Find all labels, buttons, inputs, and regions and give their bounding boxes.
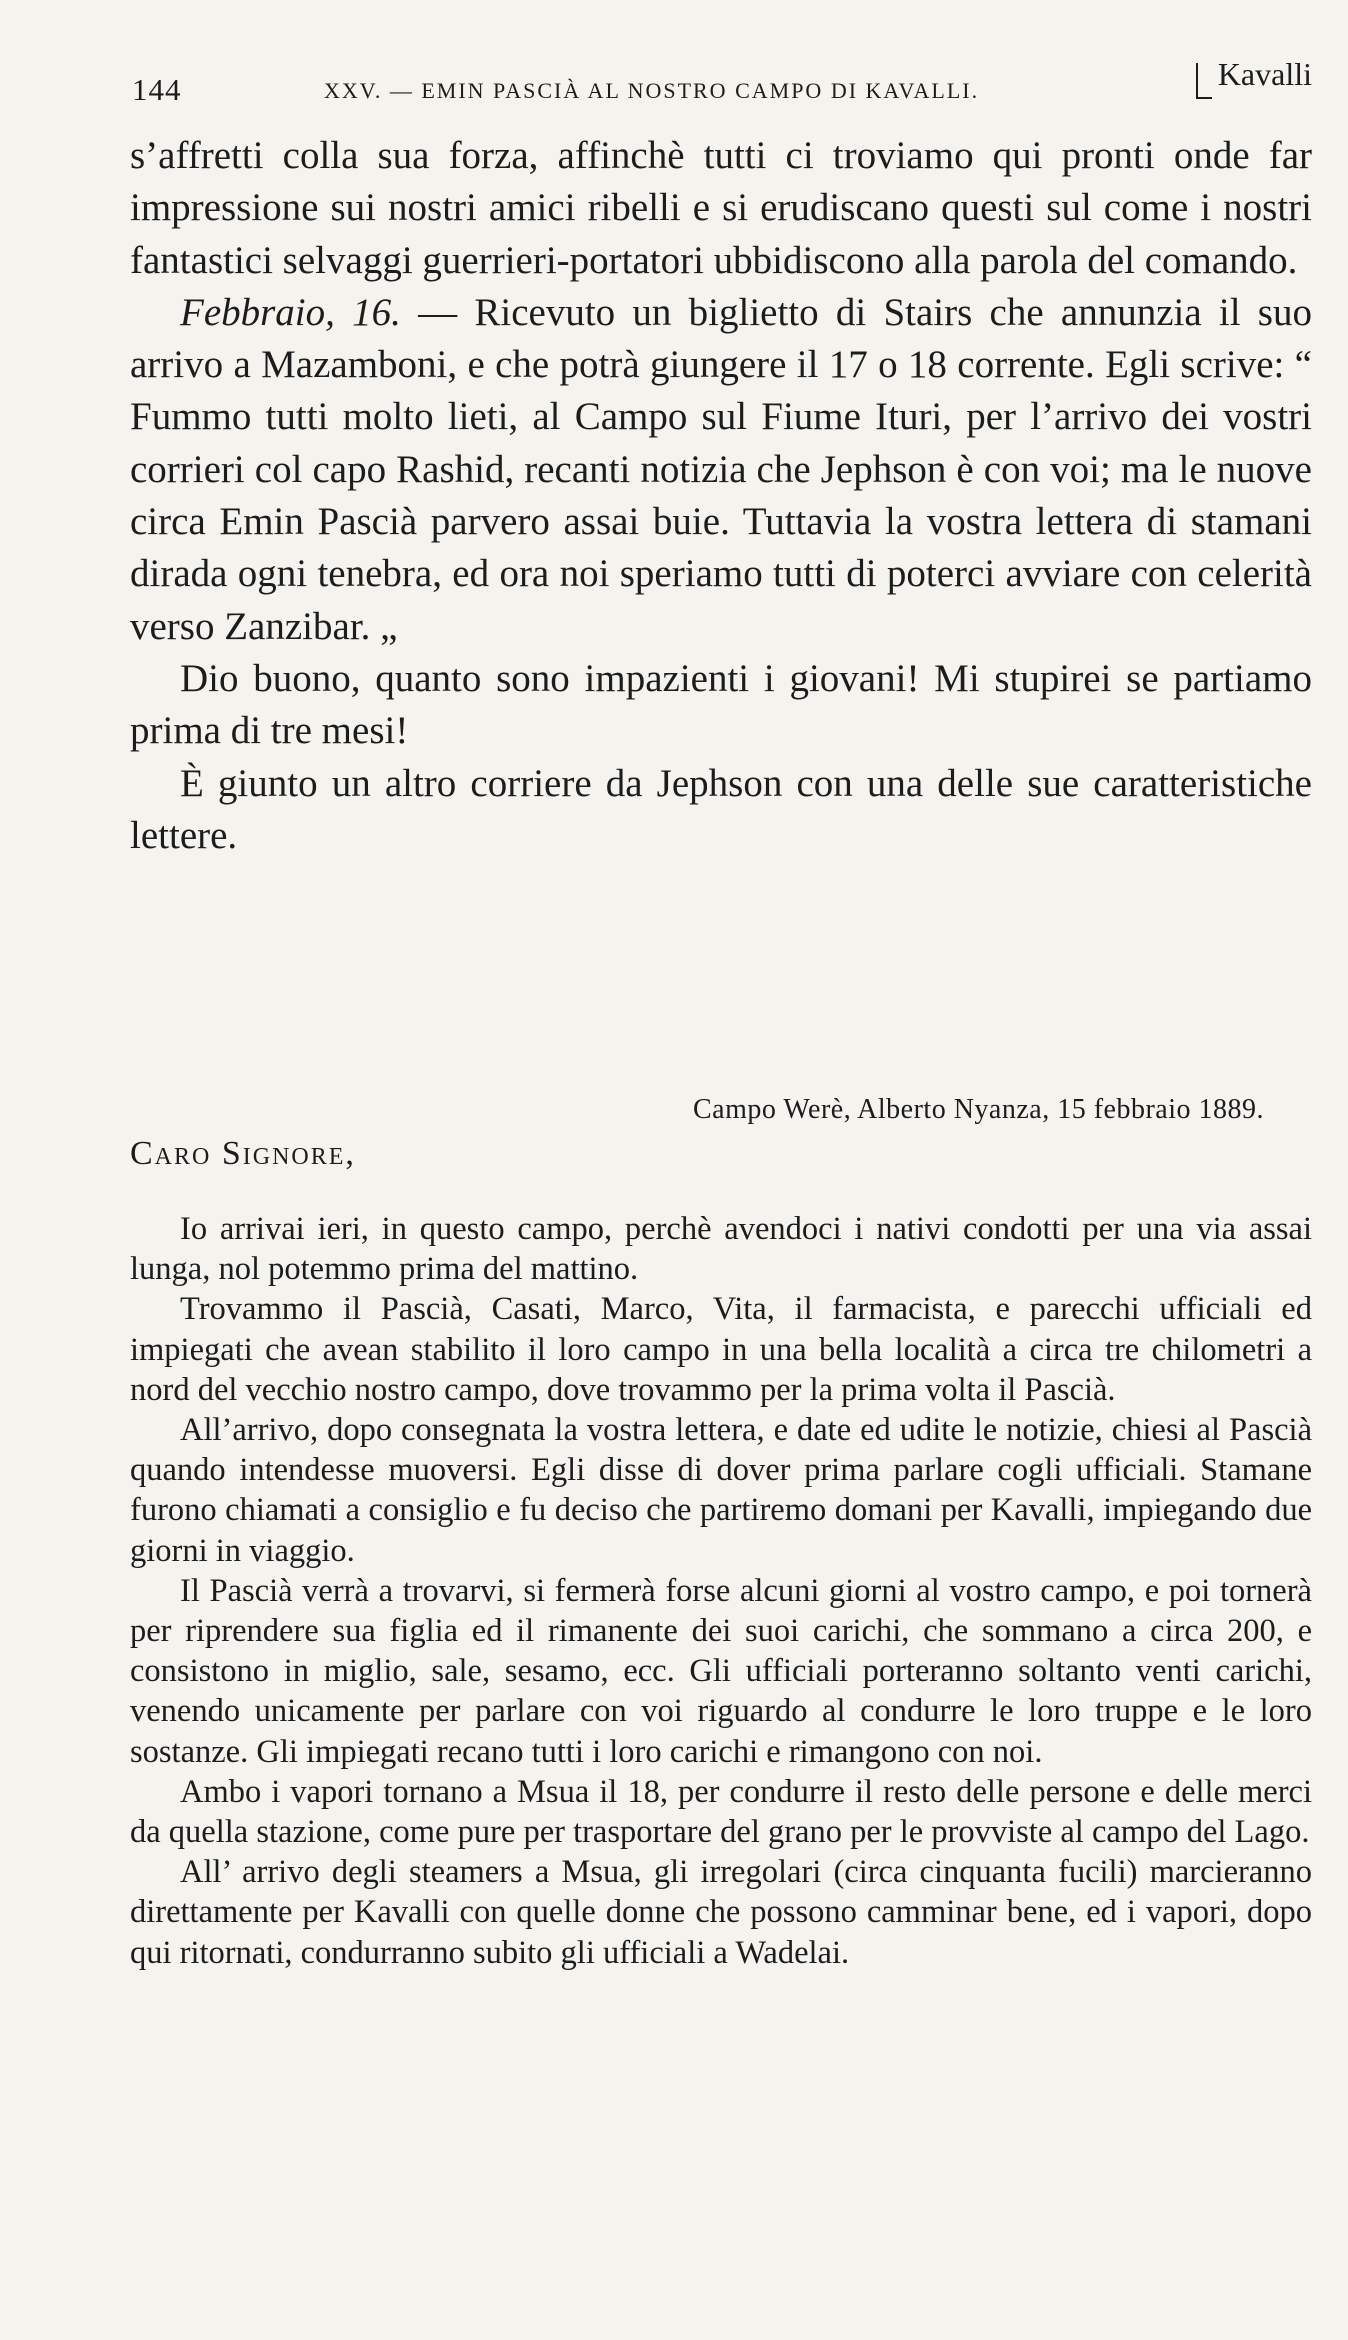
main-text xyxy=(130,130,1312,862)
paragraph: s’affretti colla sua forza, affinchè tutti ci troviamo qui pronti onde far impressione sui nostri amici ribelli e si erudiscano questi sul come i nostri fantastici selvaggi guerrieri-portatori ubbidiscono alla parola del comando. xyxy=(130,134,1312,282)
entry-text: — Ricevuto un biglietto di Stairs che annunzia il suo arrivo a Mazamboni, e che potrà giungere il 17 o 18 corrente. Egli scrive: “ Fummo tutti molto lieti, al Campo sul Fiume Ituri, per l’arrivo dei vostri corrieri col capo Rashid, recanti notizia che Jephson è con voi; ma le nuove circa Emin Pascià parvero assai buie. Tuttavia la vostra lettera di stamani dirada ogni tenebra, ed ora noi speriamo tutti di poterci avviare con celerità verso Zanzibar. „ xyxy=(130,290,1312,648)
letter-paragraph: All’arrivo, dopo consegnata la vostra lettera, e date ed udite le notizie, chiesi al Pascià quando intendesse muoversi. Egli disse di dover prima parlare cogli ufficiali. Stamane furono chiamati a consiglio e fu deciso che partiremo domani per Kavalli, impiegando due giorni in viaggio. xyxy=(130,1412,1312,1569)
letter-paragraph: Io arrivai ieri, in questo campo, perchè avendoci i nativi condotti per una via assai lunga, nol potemmo prima del mattino. xyxy=(130,1211,1312,1288)
running-head xyxy=(132,56,1312,116)
entry-date: Febbraio, 16. xyxy=(180,290,401,334)
letter-paragraph: Ambo i vapori tornano a Msua il 18, per condurre il resto delle persone e delle merci da quella stazione, come pure per trasportare del grano per le provviste al campo del Lago. xyxy=(130,1773,1312,1851)
letter-paragraph: Il Pascià verrà a trovarvi, si fermerà forse alcuni giorni al vostro campo, e poi tornerà per riprendere sua figlia ed il rimanente dei suoi carichi, che sommano a circa 200, e consistono in miglio, sale, sesamo, ecc. Gli ufficiali porteranno soltanto venti carichi, venendo unicamente per parlare con voi riguardo al condurre le loro truppe e le loro sostanze. Gli impiegati recano tutti i loro carichi e rimangono con noi. xyxy=(130,1572,1312,1770)
page-number: 144 xyxy=(132,72,182,107)
section-tag-label: Kavalli xyxy=(1217,56,1312,92)
letter-body xyxy=(130,1209,1312,1973)
letter-dateline: Campo Werè, Alberto Nyanza, 15 febbraio 1889. xyxy=(692,1094,1264,1125)
diary-entry xyxy=(130,287,1312,653)
paragraph: Dio buono, quanto sono impazienti i giovani! Mi stupirei se partiamo prima di tre mesi! xyxy=(130,656,1312,753)
section-tag xyxy=(1196,56,1312,99)
letter-salutation: Caro Signore, xyxy=(130,1135,356,1172)
paragraph: È giunto un altro corriere da Jephson con una delle sue caratteristiche lettere. xyxy=(130,761,1312,857)
chapter-title: XXV. — EMIN PASCIÀ AL NOSTRO CAMPO DI KAVALLI. xyxy=(324,78,980,103)
bracket-mark xyxy=(1196,63,1212,99)
letter-paragraph: All’ arrivo degli steamers a Msua, gli irregolari (circa cinquanta fucili) marcieranno direttamente per Kavalli con quelle donne che possono camminar bene, ed i vapori, dopo qui ritornati, condurranno subito gli ufficiali a Wadelai. xyxy=(130,1854,1312,1971)
letter-paragraph: Trovammo il Pascià, Casati, Marco, Vita, il farmacista, e parecchi ufficiali ed impiegati che avean stabilito il loro campo in una bella località a circa tre chilometri a nord del vecchio nostro campo, dove trovammo per la prima volta il Pascià. xyxy=(130,1291,1312,1408)
